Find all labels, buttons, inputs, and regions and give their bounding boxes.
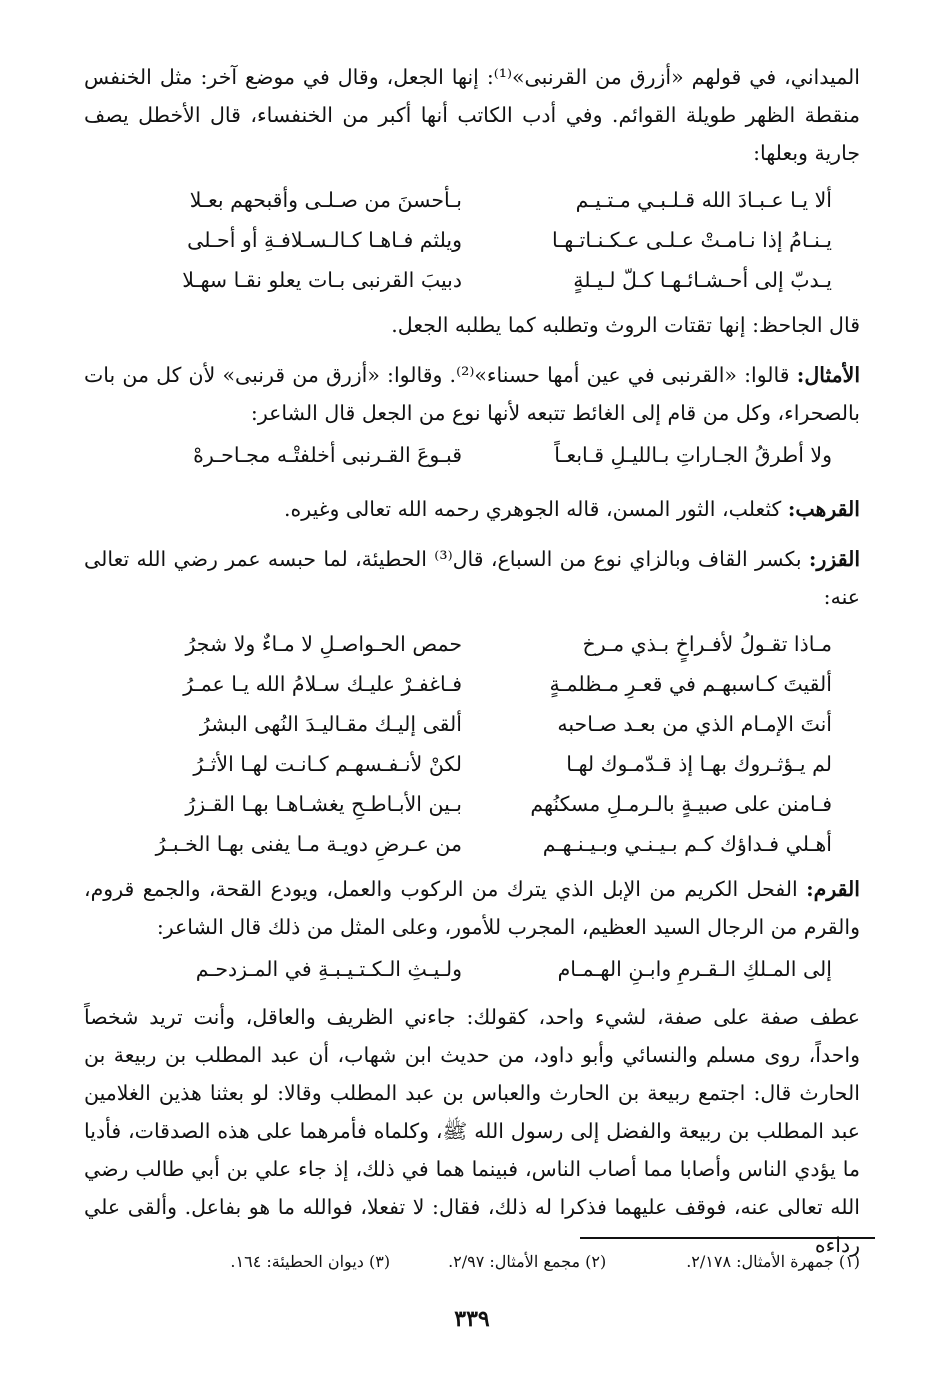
verse-first-hemistich: ولا أطرقُ الجـاراتِ بـالليـلِ قـابعـاً bbox=[554, 443, 832, 467]
verse-line bbox=[84, 704, 860, 744]
entry-text-qazar: بكسر القاف وبالزاي نوع من السباع، قال⁽³⁾ الحطيئة، لما حبسه عمر رضي الله تعالى عنه: bbox=[84, 547, 860, 609]
entry-text-amthal: قالوا: «القرنبى في عين أمها حسناء»⁽²⁾. وقالوا: «أزرق من قرنبى» لأن كل من بات بالصحراء، وكل من قام إلى الغائط تتبعه لأنها نوع من الجعل قال الشاعر: bbox=[84, 363, 860, 425]
verse-second-hemistich: من عـرضِ دويـة مـا يفنى بهـا الخـبـرُ bbox=[155, 832, 462, 856]
page-body bbox=[84, 58, 860, 1264]
verse-first-hemistich: فـامنن على صبيـةٍ بالـرمـلِ مسكنُهم bbox=[530, 792, 832, 816]
verse-first-hemistich: ألا يـا عـبـادَ الله قـلـبـي مـتـيـم bbox=[575, 188, 832, 212]
entry-term-qazar: القزر: bbox=[808, 547, 861, 571]
paragraph-hadith: عطف صفة على صفة، لشيء واحد، كقولك: جاءني الظريف والعاقل، وأنت تريد شخصاً واحداً، روى مسلم والنسائي وأبو داود، من حديث ابن شهاب، أن عبد المطلب بن ربيعة بن الحارث قال: اجتمع ربيعة بن الحارث والعباس بن عبد المطلب وقالا: لو بعثنا هذين الغلامين عبد المطلب بن ربيعة والفضل إلى رسول الله ﷺ، وكلماه فأمرهما على هذه الصدقات، فأديا ما يؤدي الناس وأصابا مما أصاب الناس، فبينما هما في ذلك، إذ جاء علي بن أبي طالب رضي الله تعالى عنه، فوقف عليهما فذكرا له ذلك، فقال: لا تفعلا، فوالله ما هو بفاعل. وألقى علي رداءه bbox=[84, 1005, 860, 1257]
entry-text-qarm: الفحل الكريم من الإبل الذي يترك من الركوب والعمل، ويودع القحة، والجمع قروم، والقرم من الرجال السيد العظيم، المجرب للأمور، وعلى المثل من ذلك قال الشاعر: bbox=[84, 877, 860, 939]
verse-line-amthal bbox=[84, 432, 860, 478]
verse-second-hemistich: ألقى إليـك مقـاليـدَ النُهى البشرُ bbox=[199, 712, 462, 736]
paragraph-jahiz: قال الجاحظ: إنها تقتات الروث وتطلبه كما يطلبه الجعل. bbox=[391, 313, 860, 337]
verse-line bbox=[84, 624, 860, 664]
entry-term-qarhab: القرهب: bbox=[787, 497, 860, 521]
entry-term-amthal: الأمثال: bbox=[796, 363, 861, 387]
verse-second-hemistich: بـين الأبـاطـحِ يغشـاهـا بهـا القـزرُ bbox=[185, 792, 462, 816]
entry-term-qarm: القرم: bbox=[806, 877, 860, 901]
verse-second-hemistich: ولـيـثِ الـكـتـيـبـةِ في المـزدحـم bbox=[195, 957, 462, 981]
verse-second-hemistich: فـاغفـرْ عليـك سـلامُ الله يـا عمـرُ bbox=[183, 672, 462, 696]
verse-second-hemistich: بـأحسنَ من صـلـى وأقبحهم بعـلا bbox=[189, 188, 462, 212]
footnote-divider bbox=[580, 1237, 875, 1239]
footnote-2: (٢) مجمع الأمثال: ٢/٩٧. bbox=[448, 1252, 607, 1271]
verse-line bbox=[84, 260, 860, 300]
verse-second-hemistich: ويلثم فـاهـا كـالـسـلافـةِ أو أحـلى bbox=[187, 228, 462, 252]
footnotes bbox=[84, 1249, 860, 1275]
paragraph-qarhab bbox=[84, 490, 860, 528]
verse-line-qarm bbox=[84, 946, 860, 992]
verse-line bbox=[84, 824, 860, 864]
verse-second-hemistich: دبيبَ القرنبى بـات يعلو نقـا سهـلا bbox=[182, 268, 462, 292]
verse-second-hemistich: قبـوعَ القـرنبى أخلفتْـه مجـاحـرهْ bbox=[193, 443, 462, 467]
verse-line bbox=[84, 664, 860, 704]
verse-first-hemistich: يـدبّ إلى أحـشـائـهـا كـلّ لـيـلةٍ bbox=[573, 268, 832, 292]
verse-first-hemistich: مـاذا تقـولُ لأفـراخٍ بـذي مـرخ bbox=[582, 632, 832, 656]
verses-hutayah bbox=[84, 624, 860, 864]
verse-second-hemistich: حمص الحـواصـلِ لا مـاءٌ ولا شجرُ bbox=[185, 632, 462, 656]
verse-first-hemistich: أنتَ الإمـام الذي من بعـد صـاحبه bbox=[557, 712, 832, 736]
entry-text-qarhab: كثعلب، الثور المسن، قاله الجوهري رحمه الله تعالى وغيره. bbox=[284, 497, 782, 521]
page-number: ٣٣٩ bbox=[454, 1306, 490, 1332]
paragraph-qazar bbox=[84, 540, 860, 616]
verse-line bbox=[84, 784, 860, 824]
paragraph-qarm bbox=[84, 870, 860, 946]
verse-line bbox=[84, 220, 860, 260]
verse-line bbox=[84, 180, 860, 220]
verse-first-hemistich: لم يـؤثـروك بهـا إذ قـدّمـوك لهـا bbox=[566, 752, 832, 776]
verse-line bbox=[84, 744, 860, 784]
footnote-3: (٣) ديوان الحطيئة: ١٦٤. bbox=[230, 1252, 391, 1271]
verse-second-hemistich: لكنْ لأنـفـسهـم كـانـت لهـا الأثـرُ bbox=[193, 752, 462, 776]
verses-akhtal bbox=[84, 180, 860, 300]
verse-first-hemistich: يـنـامُ إذا نـامـتْ عـلـى عـكـنـاتـهـا bbox=[551, 228, 832, 252]
paragraph-amthal bbox=[84, 356, 860, 432]
verse-first-hemistich: ألقيتَ كـاسبهـم في قعـرِ مـظلمـةٍ bbox=[549, 672, 832, 696]
verse-first-hemistich: إلى المـلكِ الـقـرمِ وابـنِ الهـمـام bbox=[557, 957, 832, 981]
verse-first-hemistich: أهـلي فـداؤك كـم بـيـنـي وبـيـنـهـم bbox=[542, 832, 832, 856]
paragraph-maydani: الميداني، في قولهم «أزرق من القرنبى»⁽¹⁾: إنها الجعل، وقال في موضع آخر: مثل الخنفس منقطة الظهر طويلة القوائم. وفي أدب الكاتب أنها أكبر من الخنفساء، قال الأخطل يصف جارية وبعلها: bbox=[84, 65, 860, 165]
footnote-1: (١) جمهرة الأمثال: ٢/١٧٨. bbox=[686, 1252, 860, 1271]
